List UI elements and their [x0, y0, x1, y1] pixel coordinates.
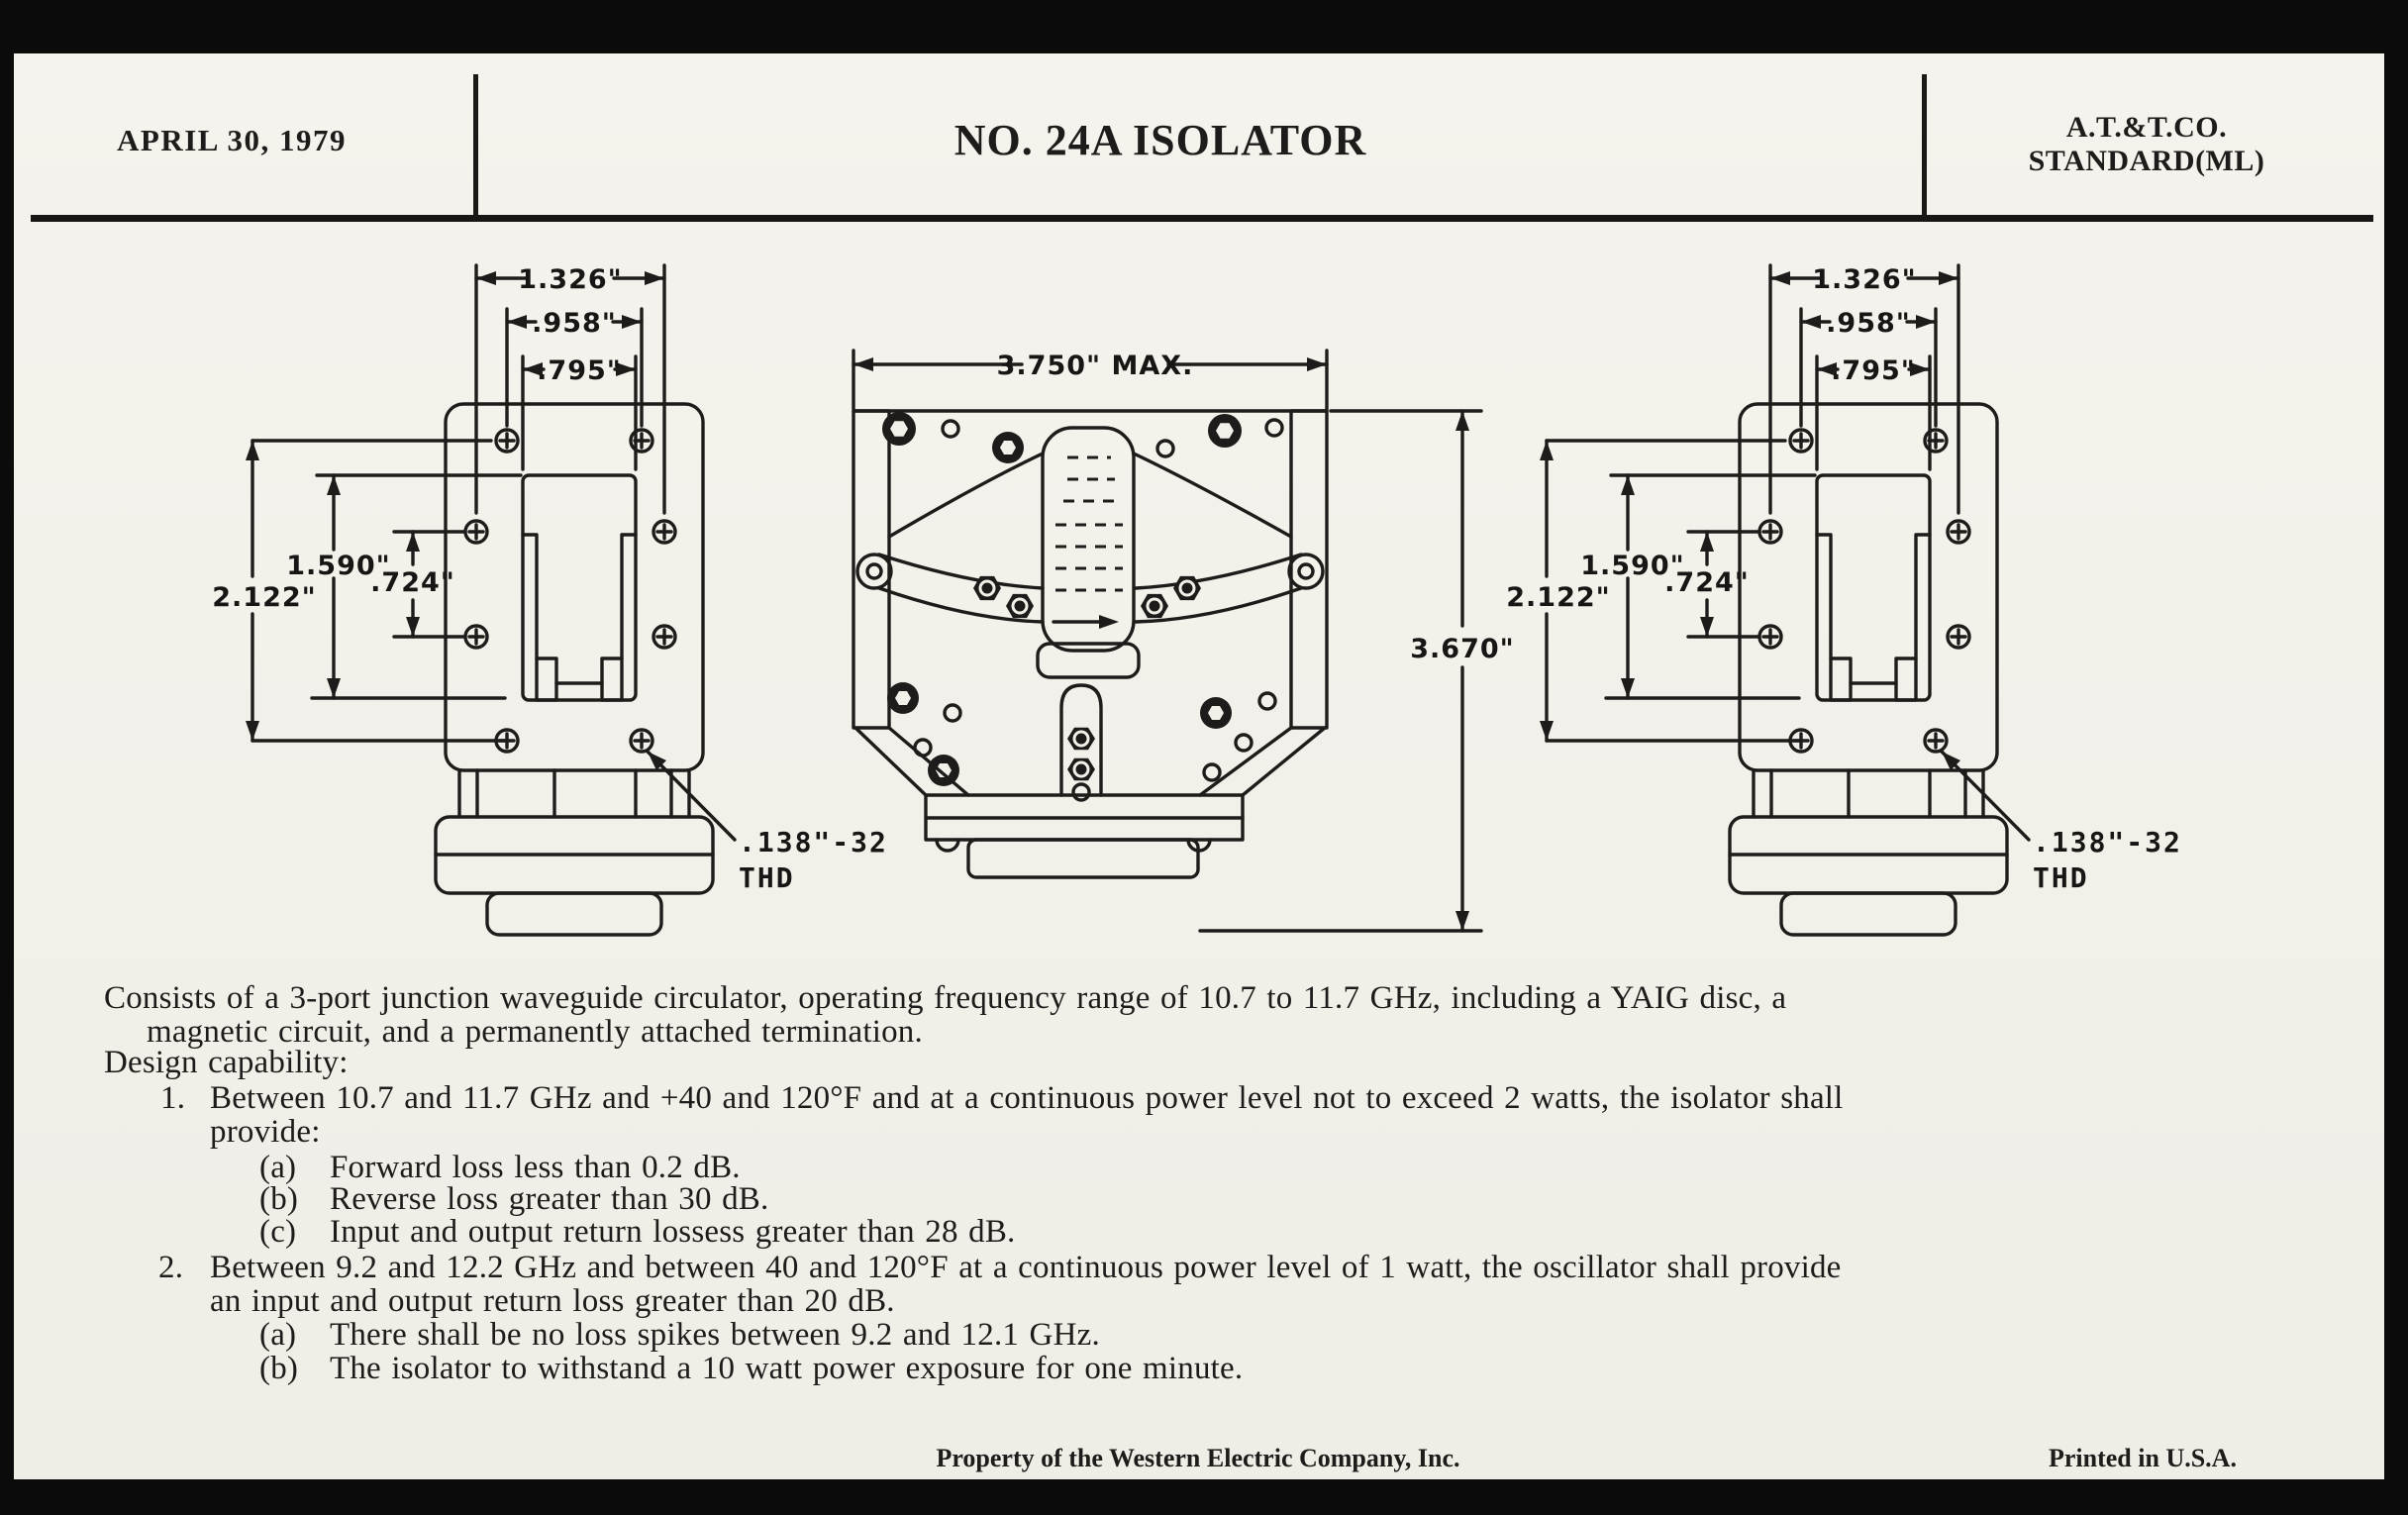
spec-intro-line2: magnetic circuit, and a permanently attached termination. [147, 1014, 923, 1050]
design-capability-heading: Design capability: [104, 1045, 349, 1080]
dim-height-overall: 3.670" [1410, 634, 1515, 664]
forward-direction-arrow [1054, 615, 1119, 629]
header-divider-right [1922, 74, 1927, 216]
item2-number: 2. [158, 1250, 184, 1285]
item1b-text: Reverse loss greater than 30 dB. [330, 1181, 769, 1217]
item1a-text: Forward loss less than 0.2 dB. [330, 1150, 741, 1185]
dim-width-mid-left: .958" [532, 308, 617, 339]
footer-property-notice: Property of the Western Electric Company, Inc. [936, 1444, 1460, 1472]
header-date: APRIL 30, 1979 [117, 123, 347, 157]
spec-intro-line1: Consists of a 3-port junction waveguide circulator, operating frequency range of 10.7 to 11.7 GHz, including a YAIG disc, a [104, 980, 1787, 1016]
thread-note-left-line2: THD [739, 861, 795, 894]
item2b-text: The isolator to withstand a 10 watt power exposure for one minute. [330, 1351, 1244, 1386]
item1-line2: provide: [210, 1114, 321, 1150]
dim-height-outer-left: 2.122" [212, 582, 317, 613]
isolator-front-view-drawing [842, 327, 1555, 970]
org-standard-label: STANDARD(ML) [2028, 145, 2265, 177]
org-name: A.T.&T.CO. [2065, 111, 2228, 144]
dim-height-outer-right: 2.122" [1506, 582, 1611, 613]
dim-width-outer-right: 1.326" [1812, 264, 1917, 295]
org-standard-block [1968, 111, 2325, 178]
item2-line1: Between 9.2 and 12.2 GHz and between 40 and 120°F at a continuous power level of 1 watt, the oscillator shall provide [210, 1250, 1842, 1285]
item2a-label: (a) [259, 1317, 297, 1353]
item2b-label: (b) [259, 1351, 299, 1386]
dim-height-inner-left: .724" [370, 567, 455, 598]
termination-vent-rows [1055, 457, 1123, 590]
item2a-text: There shall be no loss spikes between 9.2 and 12.1 GHz. [330, 1317, 1100, 1353]
dim-width-outer-left: 1.326" [518, 264, 623, 295]
page-title: NO. 24A ISOLATOR [953, 116, 1367, 164]
dim-height-mid-left: 1.590" [286, 551, 391, 581]
item2-line2: an input and output return loss greater than 20 dB. [210, 1283, 895, 1319]
dim-height-mid-right: 1.590" [1580, 551, 1685, 581]
item1c-label: (c) [259, 1214, 297, 1250]
dim-width-mid-right: .958" [1826, 308, 1911, 339]
dim-width-inner-right: .795" [1831, 355, 1916, 386]
thread-note-right-line2: THD [2033, 861, 2089, 894]
item1-number: 1. [160, 1080, 186, 1116]
dim-width-inner-left: .795" [537, 355, 622, 386]
isolator-side-view-right-drawing [1506, 248, 2314, 951]
header-divider-left [473, 74, 478, 216]
dim-height-inner-right: .724" [1664, 567, 1750, 598]
dim-width-max: 3.750" MAX. [996, 351, 1194, 381]
footer-printed-notice: Printed in U.S.A. [2049, 1444, 2237, 1472]
item1a-label: (a) [259, 1150, 297, 1185]
thread-note-right-line1: .138"-32 [2033, 826, 2182, 858]
header-rule [31, 215, 2373, 222]
item1b-label: (b) [259, 1181, 299, 1217]
item1-line1: Between 10.7 and 11.7 GHz and +40 and 120°F and at a continuous power level not to exceed 2 watts, the isolator shall [210, 1080, 1844, 1116]
item1c-text: Input and output return lossess greater than 28 dB. [330, 1214, 1016, 1250]
thread-note-left-line1: .138"-32 [739, 826, 888, 858]
